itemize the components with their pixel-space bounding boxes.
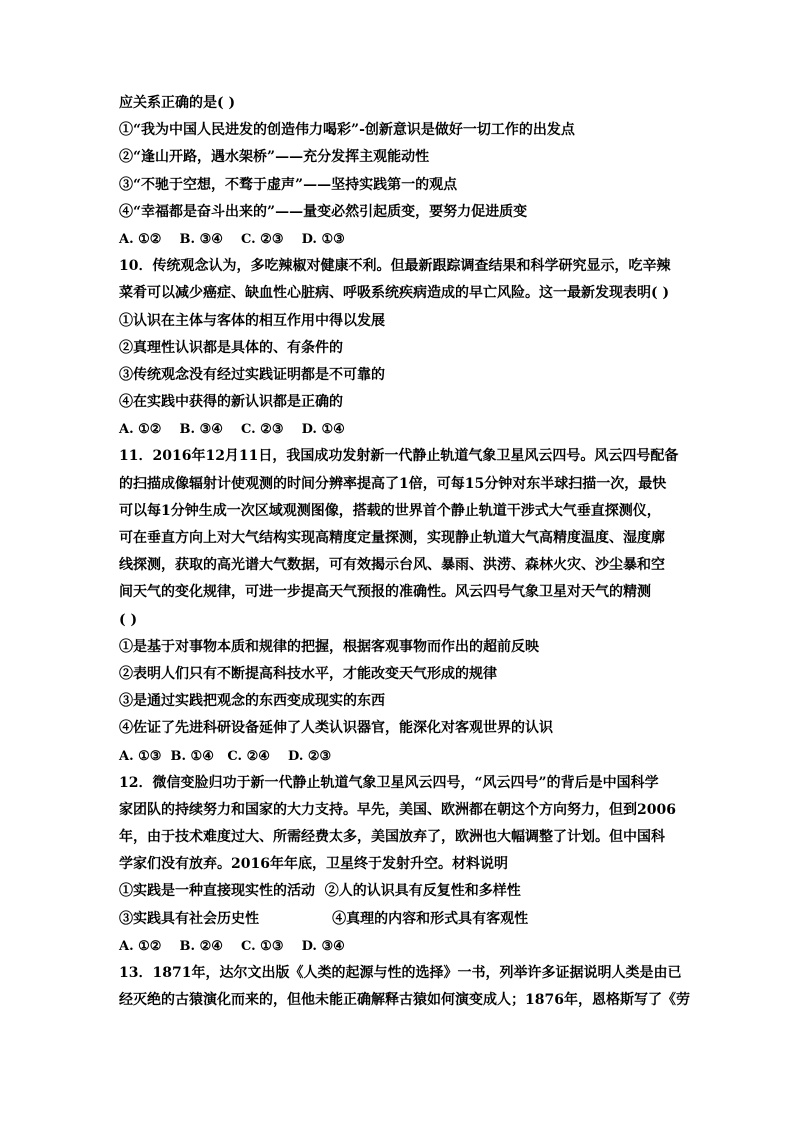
- q12-statements-3-4: ③实践具有社会历史性 ④真理的内容和形式具有客观性: [119, 910, 529, 927]
- q11-answer-options: A. ①③ B. ①④ C. ②④ D. ②③: [119, 748, 332, 764]
- q11-statement-2: ②表明人们只有不断提高科技水平，才能改变天气形成的规律: [119, 665, 497, 682]
- q13-stem-line-1: 13．1871年，达尔文出版《人类的起源与性的选择》一书，列举许多证据说明人类是由已: [119, 965, 682, 981]
- q10-statement-4: ④在实践中获得的新认识都是正确的: [119, 394, 343, 411]
- q12-stem-line-4: 学家们没有放弃。2016年年底，卫星终于发射升空。材料说明: [119, 856, 508, 873]
- q9-answer-options: A. ①② B. ③④ C. ②③ D. ①③: [119, 231, 345, 247]
- q11-statement-1: ①是基于对事物本质和规律的把握，根据客观事物而作出的超前反映: [119, 638, 539, 655]
- q11-stem-line-6: 间天气的变化规律，可进一步提高天气预报的准确性。风云四号气象卫星对天气的精测: [119, 584, 651, 601]
- document-body: [119, 90, 690, 1014]
- q10-stem-line-1: 10．传统观念认为，多吃辣椒对健康不利。但最新跟踪调查结果和科学研究显示，吃辛辣: [119, 258, 671, 275]
- q11-stem-line-5: 线探测，获取的高光谱大气数据，可有效揭示台风、暴雨、洪涝、森林火灾、沙尘暴和空: [119, 557, 665, 574]
- q10-statement-3: ③传统观念没有经过实践证明都是不可靠的: [119, 366, 385, 383]
- q13-stem-line-2: 经灭绝的古猿演化而来的，但他未能正确解释古猿如何演变成人；1876年，恩格斯写了《劳: [119, 992, 690, 1009]
- q12-stem-line-1: 12．微信变脸归功于新一代静止轨道气象卫星风云四号，“风云四号”的背后是中国科学: [119, 774, 659, 791]
- q11-stem-line-2: 的扫描成像辐射计使观测的时间分辨率提高了1倍，可每15分钟对东半球扫描一次，最快: [119, 475, 667, 492]
- q11-statement-4: ④佐证了先进科研设备延伸了人类认识器官，能深化对客观世界的认识: [119, 720, 553, 737]
- q10-answer-options: A. ①② B. ③④ C. ②③ D. ①④: [119, 422, 345, 438]
- q10-statement-1: ①认识在主体与客体的相互作用中得以发展: [119, 312, 385, 329]
- q11-stem-blank: ( ): [119, 611, 138, 628]
- q9-statement-3: ③“不驰于空想，不骛于虚声”——坚持实践第一的观点: [119, 176, 458, 193]
- q12-stem-line-3: 年，由于技术难度过大、所需经费太多，美国放弃了，欧洲也大幅调整了计划。但中国科: [119, 829, 665, 846]
- q11-stem-line-1: 11．2016年12月11日，我国成功发射新一代静止轨道气象卫星风云四号。风云四号配备: [119, 448, 679, 465]
- q11-stem-line-4: 可在垂直方向上对大气结构实现高精度定量探测，实现静止轨道大气高精度温度、湿度廓: [119, 530, 665, 546]
- q9-statement-1: ①“我为中国人民进发的创造伟力喝彩”-创新意识是做好一切工作的出发点: [119, 122, 575, 139]
- q12-stem-line-2: 家团队的持续努力和国家的大力支持。早先，美国、欧洲都在朝这个方向努力，但到2006: [119, 801, 676, 818]
- q12-statements-1-2: ①实践是一种直接现实性的活动 ②人的认识具有反复性和多样性: [119, 883, 521, 900]
- q11-statement-3: ③是通过实践把观念的东西变成现实的东西: [119, 693, 385, 710]
- q12-answer-options: A. ①② B. ②④ C. ①③ D. ③④: [119, 938, 345, 954]
- q10-stem-line-2: 菜肴可以减少癌症、缺血性心脏病、呼吸系统疾病造成的早亡风险。这一最新发现表明( ): [119, 285, 670, 302]
- q9-statement-2: ②“逢山开路，遇水架桥”——充分发挥主观能动性: [119, 149, 430, 166]
- question-9-stem-end: 应关系正确的是( ): [119, 95, 236, 111]
- q10-statement-2: ②真理性认识都是具体的、有条件的: [119, 339, 343, 356]
- q11-stem-line-3: 可以每1分钟生成一次区域观测图像，搭载的世界首个静止轨道干涉式大气垂直探测仪，: [119, 502, 661, 519]
- q9-statement-4: ④“幸福都是奋斗出来的”——量变必然引起质变，要努力促进质变: [119, 203, 528, 220]
